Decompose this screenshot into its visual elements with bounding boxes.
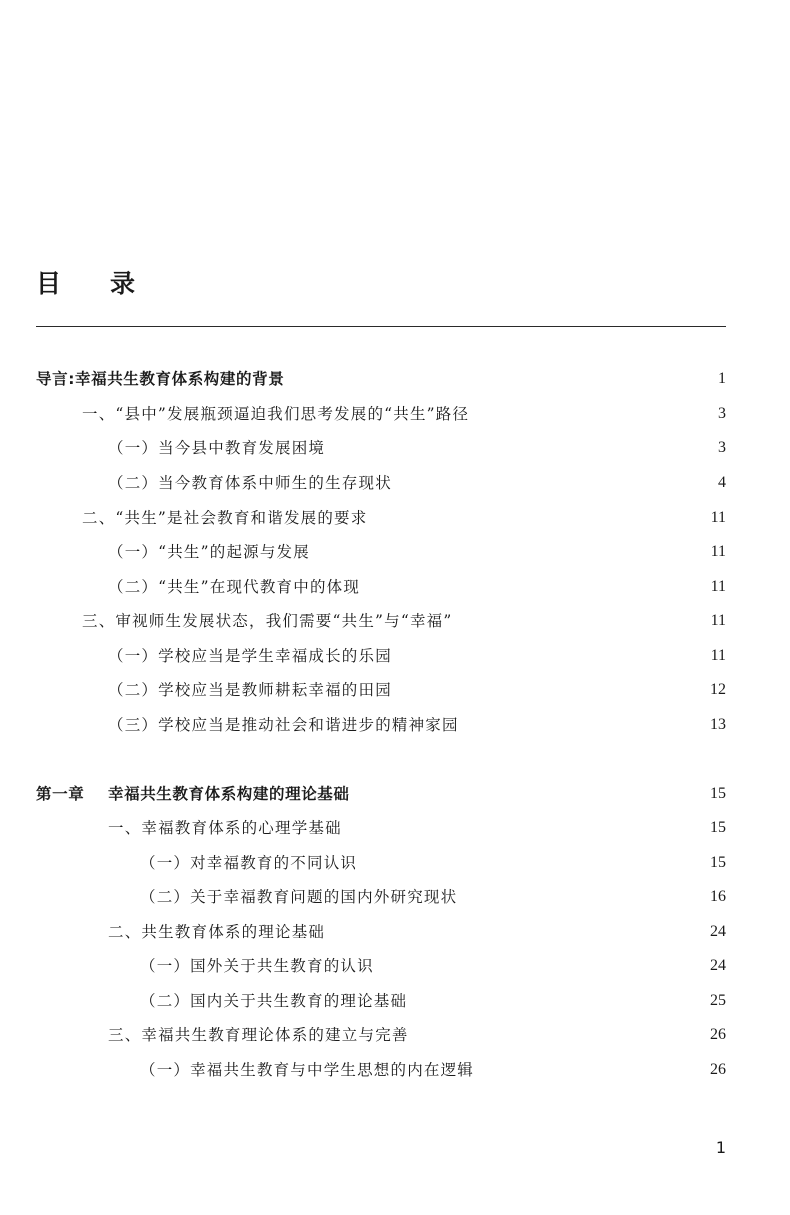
toc-entry-page: 11 [710, 543, 726, 560]
toc-entry-title: 一、幸福教育体系的心理学基础 [108, 819, 342, 837]
toc-entry-page: 24 [710, 923, 726, 940]
toc-chapter-1-heading[interactable] [0, 781, 726, 807]
toc-subsection[interactable] [0, 884, 726, 910]
toc-subsection[interactable] [0, 643, 726, 669]
toc-subsection[interactable] [0, 988, 726, 1014]
toc-entry-page: 25 [710, 992, 726, 1009]
toc-subsection[interactable] [0, 677, 726, 703]
toc-entry-page: 12 [710, 681, 726, 698]
toc-section[interactable] [0, 401, 726, 427]
toc-entry-page: 11 [710, 647, 726, 664]
toc-entry-page: 11 [710, 612, 726, 629]
toc-entry-title: 三、幸福共生教育理论体系的建立与完善 [108, 1026, 409, 1044]
toc-entry-page: 4 [718, 474, 726, 491]
toc-entry-page: 26 [710, 1061, 726, 1078]
toc-entry-page: 16 [710, 888, 726, 905]
toc-subsection[interactable] [0, 574, 726, 600]
toc-entry-title: 二、“共生”是社会教育和谐发展的要求 [82, 509, 368, 527]
toc-entry-page: 11 [710, 578, 726, 595]
toc-section[interactable] [0, 505, 726, 531]
toc-entry-page: 1 [718, 370, 726, 387]
toc-section[interactable] [0, 919, 726, 945]
toc-entry-page: 3 [718, 405, 726, 422]
toc-entry-page: 26 [710, 1026, 726, 1043]
toc-entry-page: 11 [710, 509, 726, 526]
toc-intro-heading[interactable] [0, 366, 726, 392]
chapter-number: 第一章 [36, 785, 85, 803]
toc-subsection[interactable] [0, 435, 726, 461]
toc-entry-title: （一）对幸福教育的不同认识 [140, 854, 358, 872]
toc-entry-title: （一）国外关于共生教育的认识 [140, 957, 374, 975]
toc-entry-page: 24 [710, 957, 726, 974]
toc-subsection[interactable] [0, 712, 726, 738]
page-title: 目 录 [36, 269, 148, 298]
toc-subsection[interactable] [0, 953, 726, 979]
toc-entry-title: （一）“共生”的起源与发展 [108, 543, 310, 561]
chapter-title: 幸福共生教育体系构建的理论基础 [108, 785, 350, 803]
toc-entry-title: （二）国内关于共生教育的理论基础 [140, 992, 408, 1010]
toc-entry-page: 3 [718, 439, 726, 456]
toc-entry-page: 15 [710, 785, 726, 802]
toc-section[interactable] [0, 1022, 726, 1048]
toc-entry-title: 三、审视师生发展状态，我们需要“共生”与“幸福” [82, 612, 453, 630]
toc-section[interactable] [0, 608, 726, 634]
page-number: 1 [715, 1138, 726, 1157]
toc-entry-title: （二）当今教育体系中师生的生存现状 [108, 474, 392, 492]
toc-entry-title: （三）学校应当是推动社会和谐进步的精神家园 [108, 716, 459, 734]
toc-section[interactable] [0, 815, 726, 841]
toc-entry-page: 15 [710, 819, 726, 836]
toc-subsection[interactable] [0, 1057, 726, 1083]
toc-entry-title: （一）学校应当是学生幸福成长的乐园 [108, 647, 392, 665]
toc-entry-page: 13 [710, 716, 726, 733]
toc-entry-title: 二、共生教育体系的理论基础 [108, 923, 326, 941]
toc-entry-title: （二）学校应当是教师耕耘幸福的田园 [108, 681, 392, 699]
toc-entry-title [36, 781, 350, 807]
toc-entry-title: 导言:幸福共生教育体系构建的背景 [36, 370, 285, 388]
toc-entry-title: （二）关于幸福教育问题的国内外研究现状 [140, 888, 458, 906]
toc-subsection[interactable] [0, 850, 726, 876]
toc-entry-title: （一）幸福共生教育与中学生思想的内在逻辑 [140, 1061, 475, 1079]
toc-entry-title: （一）当今县中教育发展困境 [108, 439, 326, 457]
toc-entry-page: 15 [710, 854, 726, 871]
toc-entry-title: （二）“共生”在现代教育中的体现 [108, 578, 361, 596]
toc-entry-title: 一、“县中”发展瓶颈逼迫我们思考发展的“共生”路径 [82, 405, 470, 423]
toc-subsection[interactable] [0, 470, 726, 496]
toc-subsection[interactable] [0, 539, 726, 565]
